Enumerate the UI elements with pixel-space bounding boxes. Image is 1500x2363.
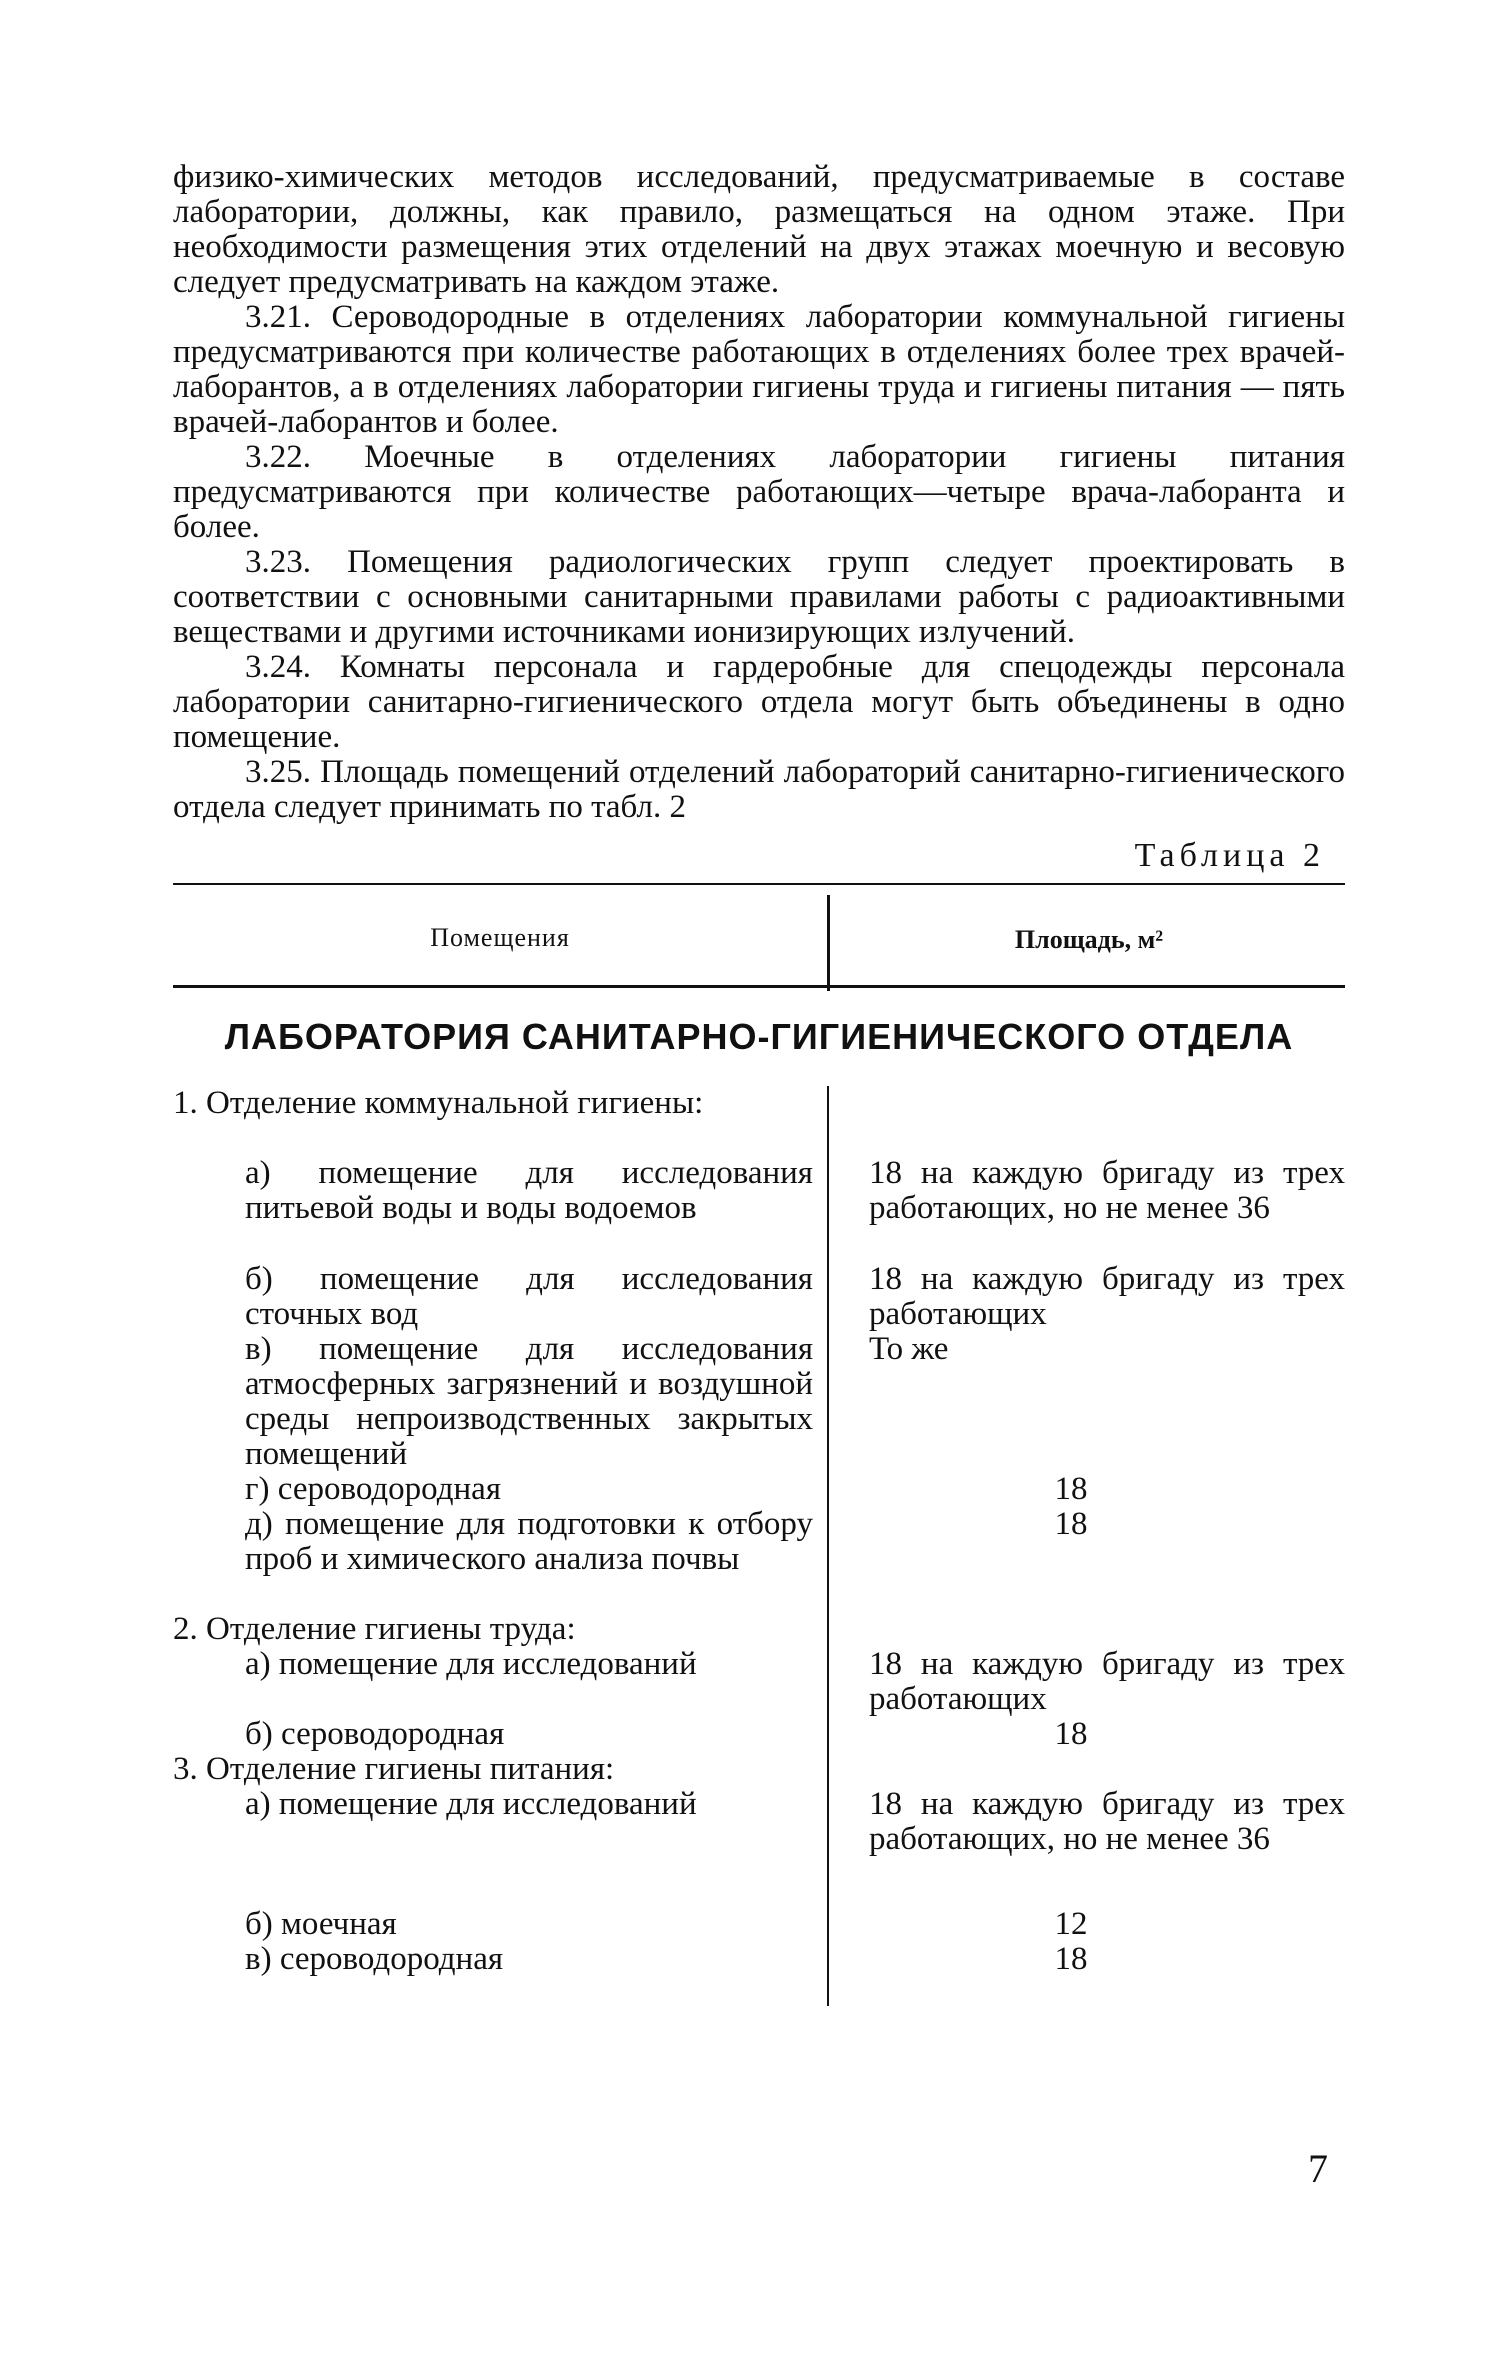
row-area: 12 xyxy=(1054,1906,1088,1942)
row-name: а) помещение для исследований xyxy=(245,1646,697,1682)
table-caption: Таблица 2 xyxy=(1134,837,1325,874)
row-area: 18 xyxy=(1054,1716,1088,1752)
table-section-title: ЛАБОРАТОРИЯ САНИТАРНО-ГИГИЕНИЧЕСКОГО ОТДЕЛА xyxy=(224,1016,1294,1057)
table-body xyxy=(173,1086,1345,2016)
row-area: 18 на каждую бригаду из трех работающих xyxy=(869,1646,1345,1717)
row-name: в) сероводородная xyxy=(245,1941,504,1977)
page-number: 7 xyxy=(1308,2146,1328,2191)
row-name: б) моечная xyxy=(245,1906,397,1942)
header-area: Площадь, м² xyxy=(1014,925,1164,954)
row-name: д) помещение для подготовки к отбору проб и химического анализа почвы xyxy=(245,1506,813,1577)
paragraph-3-21: 3.21. Сероводородные в отделениях лаборатории коммунальной гигиены предусматриваются при количестве работающих в отделениях более трех врачей-лаборантов, а в отделениях лаборатории гигиены труда и гигиены питания — пять врачей-лаборантов и более. xyxy=(173,299,1345,440)
row-area: 18 xyxy=(1054,1941,1088,1977)
row-name: 2. Отделение гигиены труда: xyxy=(173,1611,576,1647)
paragraph-3-22: 3.22. Моечные в отделениях лаборатории гигиены питания предусматриваются при количестве работающих—четыре врача-лаборанта и более. xyxy=(173,439,1345,545)
row-name: 1. Отделение коммунальной гигиены: xyxy=(173,1085,704,1121)
row-name: а) помещение для исследований xyxy=(245,1786,697,1822)
row-area: 18 xyxy=(1054,1506,1088,1542)
paragraph-3-23: 3.23. Помещения радиологических групп следует проектировать в соответствии с основными санитарными правилами работы с радиоактивными веществами и другими источниками ионизирующих излучений. xyxy=(173,544,1345,650)
row-area: 18 на каждую бригаду из трех работающих, но не менее 36 xyxy=(869,1786,1345,1857)
row-name: б) сероводородная xyxy=(245,1716,505,1752)
row-name: 3. Отделение гигиены питания: xyxy=(173,1751,615,1787)
row-name: а) помещение для исследования питьевой воды и воды водоемов xyxy=(245,1155,813,1226)
row-name: г) сероводородная xyxy=(245,1471,501,1507)
row-area: 18 на каждую бригаду из трех работающих xyxy=(869,1261,1345,1332)
row-area: 18 xyxy=(1054,1471,1088,1507)
row-name: в) помещение для исследования атмосферных загрязнений и воздушной среды непроизводственных закрытых помещений xyxy=(245,1331,813,1472)
paragraph-3-24: 3.24. Комнаты персонала и гардеробные для спецодежды персонала лаборатории санитарно-гигиенического отдела могут быть объединены в одно помещение. xyxy=(173,649,1345,755)
table-header xyxy=(173,883,1345,988)
paragraph-continuation: физико-химических методов исследований, предусматриваемые в составе лаборатории, должны, как правило, размещаться на одном этаже. При необходимости размещения этих отделений на двух этажах моечную и весовую следует предусматривать на каждом этаже. xyxy=(173,159,1345,300)
row-area: То же xyxy=(869,1331,949,1367)
document-page xyxy=(173,160,1345,2016)
row-name: б) помещение для исследования сточных вод xyxy=(245,1261,813,1332)
header-divider xyxy=(827,895,830,991)
column-divider xyxy=(827,1086,829,2006)
header-rooms: Помещения xyxy=(430,923,570,952)
row-area: 18 на каждую бригаду из трех работающих, но не менее 36 xyxy=(869,1155,1345,1226)
paragraph-3-25: 3.25. Площадь помещений отделений лабораторий санитарно-гигиенического отдела следует принимать по табл. 2 xyxy=(173,754,1345,825)
